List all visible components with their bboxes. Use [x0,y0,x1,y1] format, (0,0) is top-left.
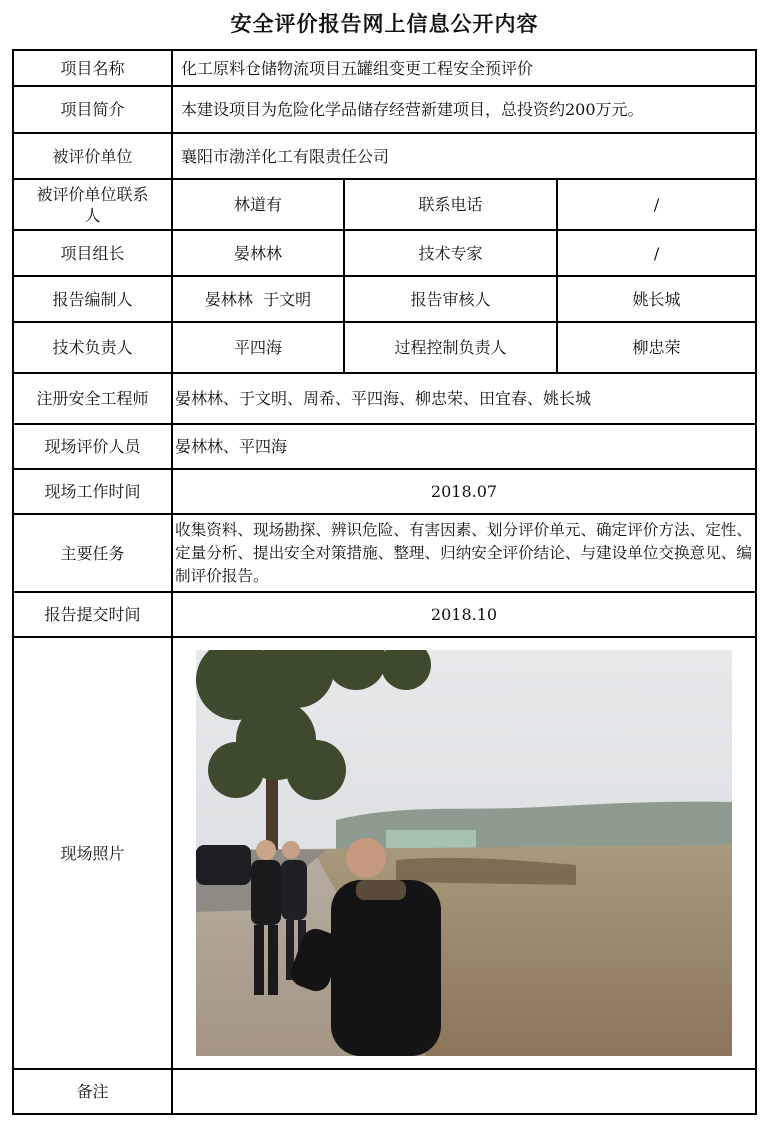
row-photo [13,637,756,1069]
tasks-value: 收集资料、现场勘探、辨识危险、有害因素、划分评价单元、确定评价方法、定性、定量分析、提出安全对策措施、整理、归纳安全评价结论、与建设单位交换意见、编制评价报告。 [172,514,756,592]
row-leader [13,230,756,276]
project-name-label: 项目名称 [13,50,172,86]
row-project-name [13,50,756,86]
row-project-intro [13,86,756,133]
reviewer-value: 姚长城 [557,276,756,322]
page-title: 安全评价报告网上信息公开内容 [230,11,539,36]
site-staff-label: 现场评价人员 [13,424,172,469]
info-table [12,49,757,1115]
expert-value: / [557,230,756,276]
tech-lead-value: 平四海 [172,322,344,373]
work-time-label: 现场工作时间 [13,469,172,514]
photo-building [386,830,476,848]
tasks-label: 主要任务 [13,514,172,592]
submit-time-value: 2018.10 [172,592,756,637]
site-staff-value: 晏林林、平四海 [172,424,756,469]
row-remark [13,1069,756,1114]
row-tasks [13,514,756,592]
remark-value [172,1069,756,1114]
photo-wrap [173,650,755,1056]
submit-time-label: 报告提交时间 [13,592,172,637]
evaluated-unit-value: 襄阳市渤洋化工有限责任公司 [172,133,756,179]
photo-car [196,845,251,885]
row-engineers [13,373,756,424]
row-site-staff [13,424,756,469]
row-evaluated-unit [13,133,756,179]
contact-value: 林道有 [172,179,344,230]
phone-label: 联系电话 [344,179,557,230]
contact-label: 被评价单位联系人 [13,179,172,230]
photo-cell [172,637,756,1069]
project-intro-value: 本建设项目为危险化学品储存经营新建项目，总投资约200万元。 [172,86,756,133]
process-value: 柳忠荣 [557,322,756,373]
expert-label: 技术专家 [344,230,557,276]
row-author [13,276,756,322]
author-label: 报告编制人 [13,276,172,322]
row-tech-lead [13,322,756,373]
author-value: 晏林林 于文明 [172,276,344,322]
row-submit-time [13,592,756,637]
row-contact [13,179,756,230]
tech-lead-label: 技术负责人 [13,322,172,373]
engineers-value: 晏林林、于文明、周希、平四海、柳忠荣、田宜春、姚长城 [172,373,756,424]
row-work-time [13,469,756,514]
remark-label: 备注 [13,1069,172,1114]
process-label: 过程控制负责人 [344,322,557,373]
site-photo [196,650,732,1056]
work-time-value: 2018.07 [172,469,756,514]
reviewer-label: 报告审核人 [344,276,557,322]
phone-value: / [557,179,756,230]
leader-value: 晏林林 [172,230,344,276]
photo-label: 现场照片 [13,637,172,1069]
engineers-label: 注册安全工程师 [13,373,172,424]
project-intro-label: 项目简介 [13,86,172,133]
leader-label: 项目组长 [13,230,172,276]
project-name-value: 化工原料仓储物流项目五罐组变更工程安全预评价 [172,50,756,86]
evaluated-unit-label: 被评价单位 [13,133,172,179]
